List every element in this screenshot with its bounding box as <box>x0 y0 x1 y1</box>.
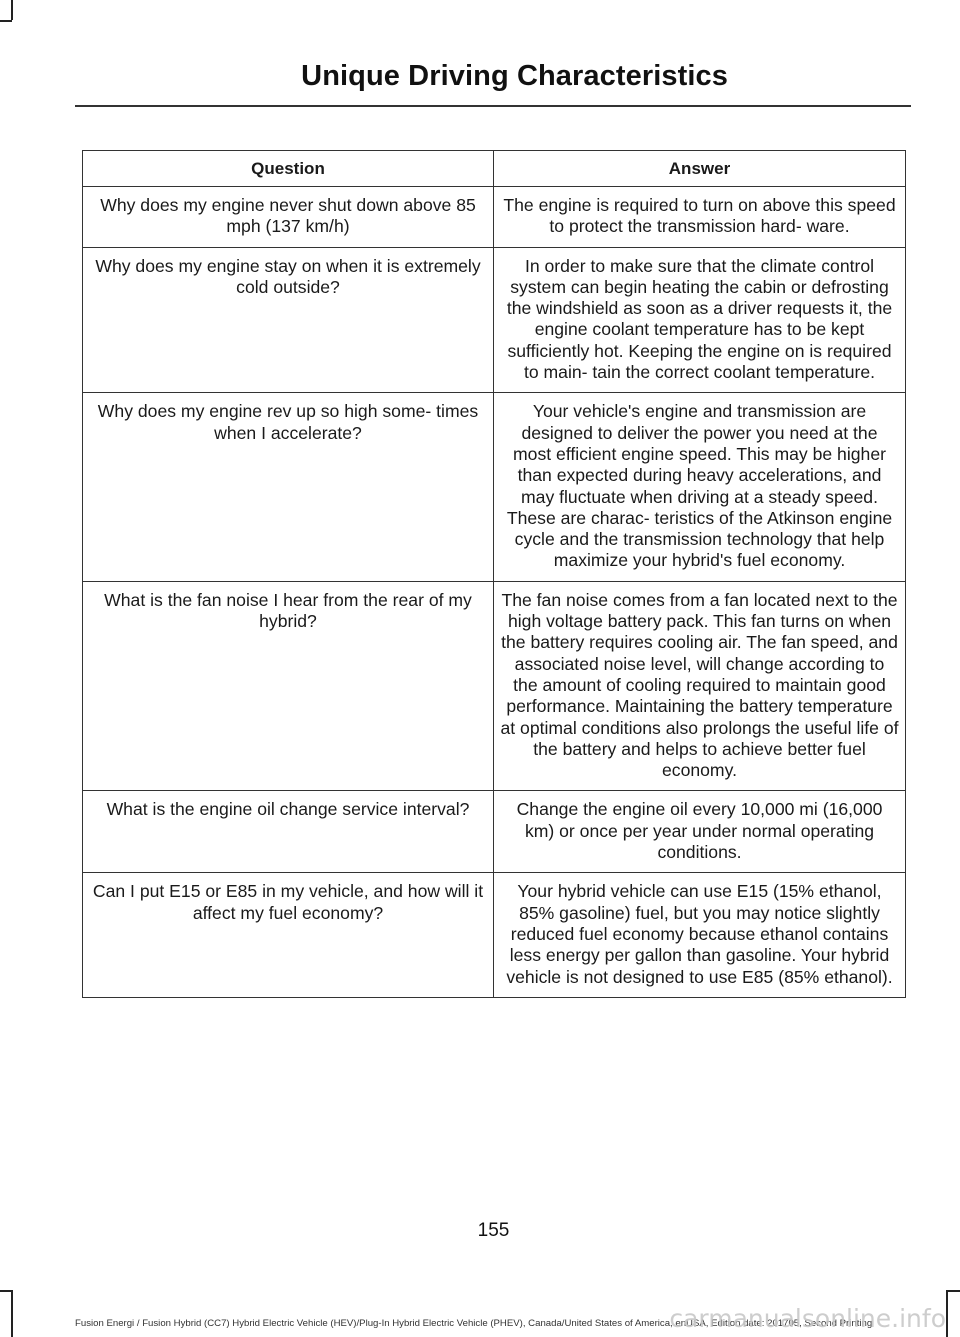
table-row <box>83 791 906 873</box>
crop-mark <box>946 1290 948 1337</box>
qa-table <box>82 150 906 998</box>
answer-cell: Your hybrid vehicle can use E15 (15% ethanol, 85% gasoline) fuel, but you may notice slightly reduced fuel economy because ethanol contains less energy per gallon than gasoline. Your hybrid vehicle is not designed to use E85 (85% ethanol). <box>494 873 906 997</box>
question-cell: Why does my engine stay on when it is extremely cold outside? <box>83 247 494 393</box>
table-header-row <box>83 151 906 187</box>
watermark: carmanualsonline.info <box>669 1304 946 1333</box>
table-row <box>83 187 906 248</box>
question-cell: Why does my engine rev up so high some- times when I accelerate? <box>83 393 494 581</box>
table-row <box>83 247 906 393</box>
crop-mark <box>946 1290 960 1292</box>
answer-cell: Change the engine oil every 10,000 mi (16,000 km) or once per year under normal operating conditions. <box>494 791 906 873</box>
crop-mark <box>0 1290 12 1292</box>
column-header-question: Question <box>83 151 494 187</box>
table-row <box>83 581 906 791</box>
column-header-answer: Answer <box>494 151 906 187</box>
question-cell: Why does my engine never shut down above 85 mph (137 km/h) <box>83 187 494 248</box>
table-row <box>83 393 906 581</box>
page-number: 155 <box>477 1220 510 1241</box>
footer-edition-text: Fusion Energi / Fusion Hybrid (CC7) Hybrid Electric Vehicle (HEV)/Plug-In Hybrid Electric Vehicle (PHEV), Canada/United States of America, enUSA, Edition date: 201705, Second Printing <box>75 1318 873 1329</box>
answer-cell: The fan noise comes from a fan located next to the high voltage battery pack. This fan turns on when the battery requires cooling air. The fan speed, and associated noise level, will change according to the amount of cooling required to maintain good performance. Maintaining the battery temperature at optimal conditions also prolongs the useful life of the battery and helps to achieve better fuel economy. <box>494 581 906 791</box>
answer-cell: The engine is required to turn on above this speed to protect the transmission hard- ware. <box>494 187 906 248</box>
header-divider <box>75 105 911 107</box>
question-cell: What is the fan noise I hear from the rear of my hybrid? <box>83 581 494 791</box>
question-cell: Can I put E15 or E85 in my vehicle, and how will it affect my fuel economy? <box>83 873 494 997</box>
crop-mark <box>11 1290 13 1337</box>
crop-mark <box>11 0 13 20</box>
answer-cell: In order to make sure that the climate control system can begin heating the cabin or defrosting the windshield as soon as a driver requests it, the engine coolant temperature has to be kept sufficiently hot. Keeping the engine on is required to main- tain the correct coolant temperature. <box>494 247 906 393</box>
question-cell: What is the engine oil change service interval? <box>83 791 494 873</box>
page-title: Unique Driving Characteristics <box>301 60 728 92</box>
table-row <box>83 873 906 997</box>
answer-cell: Your vehicle's engine and transmission are designed to deliver the power you need at the most efficient engine speed. This may be higher than expected during heavy accelerations, and may fluctuate when driving at a steady speed. These are charac- teristics of the Atkinson engine cycle and the transmission technology that help maximize your hybrid's fuel economy. <box>494 393 906 581</box>
crop-mark <box>0 20 12 22</box>
